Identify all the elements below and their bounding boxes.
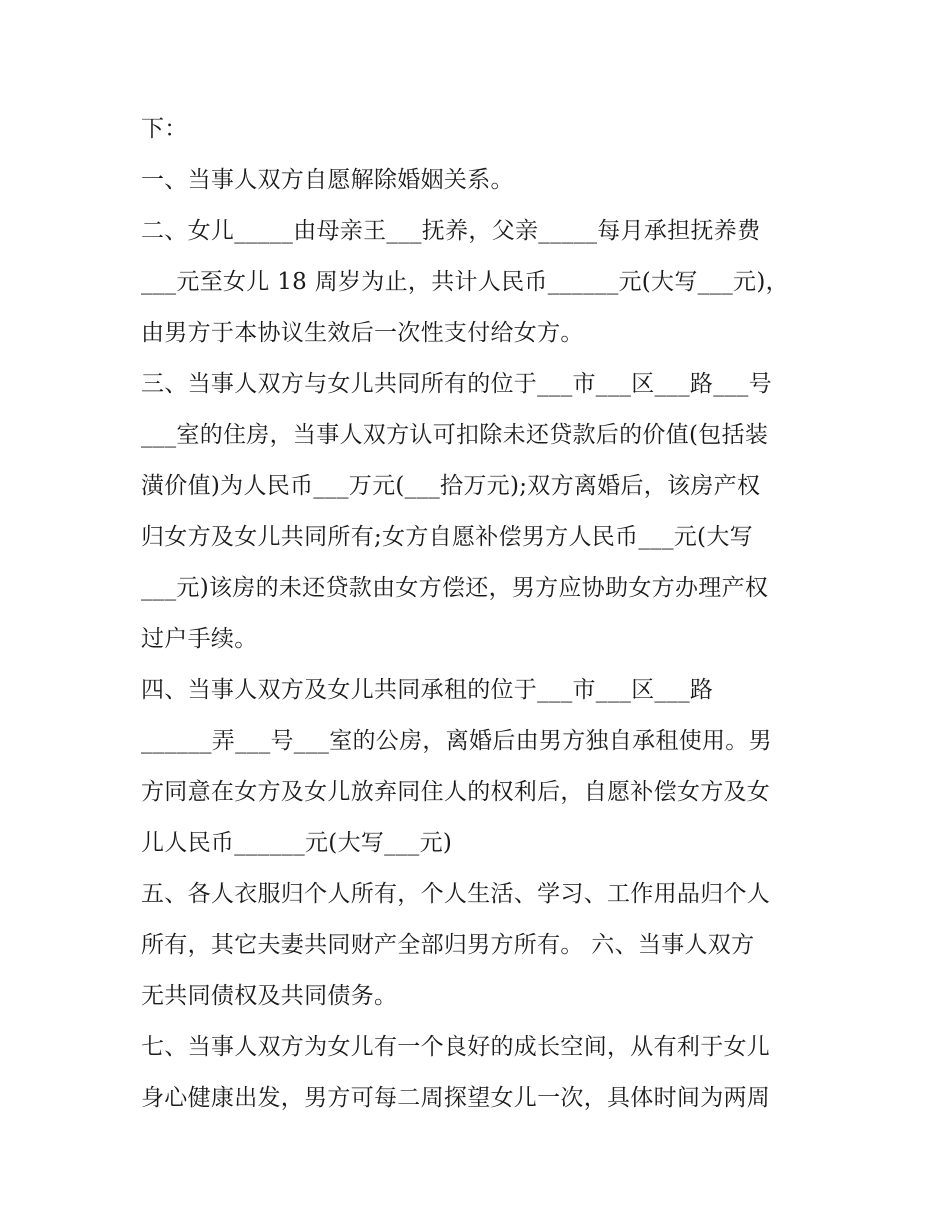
clause-3-line-5: ___元)该房的未还贷款由女方偿还，男方应协助女方办理产权: [141, 575, 769, 601]
clause-5-line-1: 五、各人衣服归个人所有，个人生活、学习、工作用品归个人: [141, 881, 771, 907]
clause-4-line-2: ______弄___号___室的公房，离婚后由男方独自承租使用。男: [141, 728, 772, 754]
clause-3-line-2: ___室的住房，当事人双方认可扣除未还贷款后的价值(包括装: [141, 422, 769, 448]
clause-4-line-1: 四、当事人双方及女儿共同承租的位于___市___区___路: [141, 677, 714, 703]
clause-2-line-2: ___元至女儿 18 周岁为止，共计人民币______元(大写___元)，: [141, 269, 789, 295]
clause-4-line-4: 儿人民币______元(大写___元): [141, 830, 453, 856]
clause-7-line-1: 七、当事人双方为女儿有一个良好的成长空间，从有利于女儿: [141, 1034, 771, 1060]
clause-7-line-2: 身心健康出发，男方可每二周探望女儿一次，具体时间为两周: [141, 1085, 771, 1111]
clause-4-line-3: 方同意在女方及女儿放弃同住人的权利后，自愿补偿女方及女: [141, 779, 771, 805]
text-line-continuation: 下：: [141, 116, 188, 142]
clause-3-line-6: 过户手续。: [141, 626, 258, 652]
clause-6-line-1: 无共同债权及共同债务。: [141, 983, 398, 1009]
clause-2-line-1: 二、女儿_____由母亲王___抚养，父亲_____每月承担抚养费: [141, 218, 761, 244]
clause-2-line-3: 由男方于本协议生效后一次性支付给女方。: [141, 320, 584, 346]
clause-5-line-2: 所有，其它夫妻共同财产全部归男方所有。 六、当事人双方: [141, 932, 755, 958]
clause-3-line-1: 三、当事人双方与女儿共同所有的位于___市___区___路___号: [141, 371, 772, 397]
agreement-text: [141, 104, 821, 1124]
clause-1-line-1: 一、当事人双方自愿解除婚姻关系。: [141, 167, 514, 193]
clause-3-line-3: 潢价值)为人民币___万元(___拾万元);双方离婚后，该房产权: [141, 473, 761, 499]
clause-3-line-4: 归女方及女儿共同所有;女方自愿补偿男方人民币___元(大写: [141, 524, 753, 550]
